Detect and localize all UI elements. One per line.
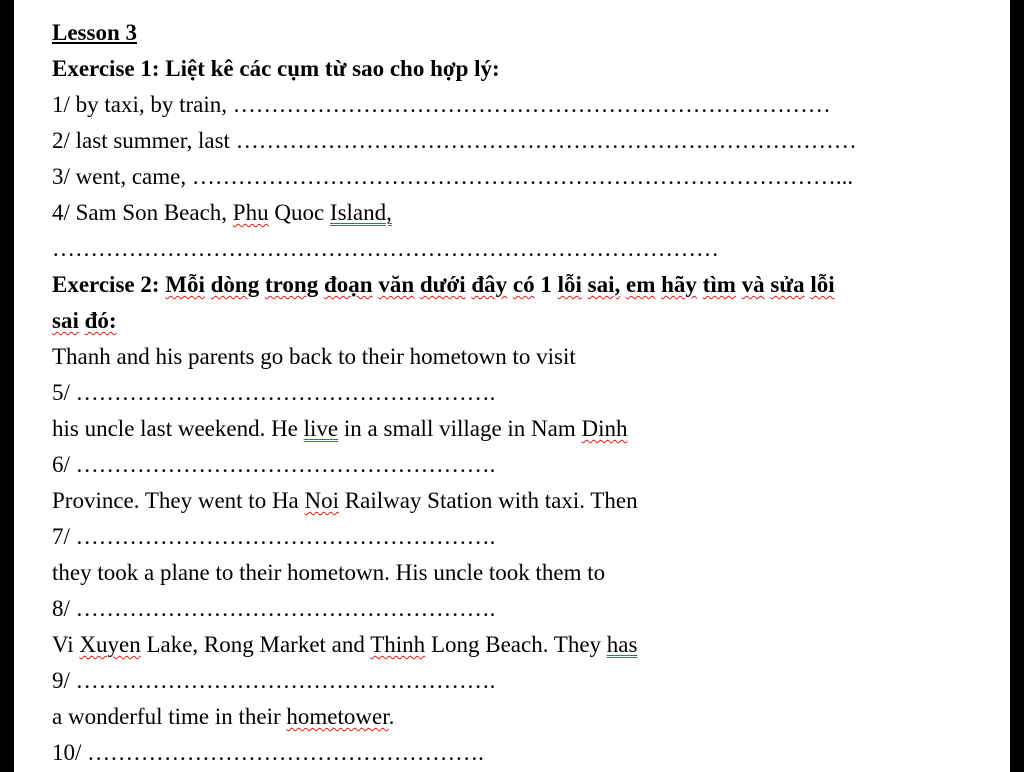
exercise1-item-4-dots — [52, 234, 719, 264]
passage-text: Province. They went to Ha — [52, 488, 305, 513]
spellcheck-word: Dinh — [581, 416, 628, 441]
answer-dots: ……………………………………………………………………… — [235, 128, 857, 153]
spellcheck-word: Xuyen — [79, 632, 141, 657]
answer-line-8 — [52, 594, 495, 624]
passage-text: a wonderful time in their — [52, 704, 287, 729]
grammar-check-word: live — [303, 416, 339, 441]
answer-dots: ………………………………………………. — [75, 380, 496, 405]
answer-dots: ……………………………………………. — [87, 740, 484, 765]
heading-word: tìm — [702, 272, 736, 297]
document-page — [14, 0, 1010, 772]
passage-text: Long Beach. They — [425, 632, 607, 657]
item-text: 2/ last summer, last — [52, 128, 236, 153]
passage-line-8: they took a plane to their hometown. His uncle took them to — [52, 560, 606, 585]
spellcheck-word: Thinh — [370, 632, 426, 657]
exercise2-heading — [52, 270, 835, 300]
item-text: 4/ Sam Son Beach, — [52, 200, 233, 225]
exercise2-heading-line2 — [52, 306, 117, 336]
answer-dots: ………………………………………………. — [75, 452, 496, 477]
passage-text: his uncle last weekend. He — [52, 416, 304, 441]
heading-word: sai — [52, 308, 79, 333]
answer-dots: ………………………………………………. — [75, 524, 496, 549]
heading-word: dưới — [419, 272, 466, 297]
answer-dots: …………………………………………………………………… — [232, 92, 831, 117]
spellcheck-word: hometower — [286, 704, 389, 729]
heading-word: đó: — [84, 308, 117, 333]
passage-text: . — [388, 704, 395, 729]
answer-line-5 — [52, 378, 495, 408]
heading-word: lỗi — [810, 272, 835, 297]
grammar-check-word: Island, — [329, 200, 392, 225]
answer-number: 5/ — [52, 380, 76, 405]
passage-line-6 — [52, 414, 628, 444]
passage-line-5: Thanh and his parents go back to their hometown to visit — [52, 344, 576, 369]
heading-word: trong — [264, 272, 319, 297]
grammar-check-word: has — [606, 632, 638, 657]
answer-number: 8/ — [52, 596, 76, 621]
answer-line-9 — [52, 666, 495, 696]
heading-word: hãy — [661, 272, 697, 297]
answer-number: 7/ — [52, 524, 76, 549]
heading-word: dòng — [210, 272, 260, 297]
answer-line-7 — [52, 522, 495, 552]
exercise1-item-4 — [52, 198, 392, 228]
passage-text: Railway Station with taxi. Then — [339, 488, 638, 513]
heading-word: đây — [471, 272, 508, 297]
passage-line-9 — [52, 630, 637, 660]
answer-line-10 — [52, 738, 484, 768]
exercise1-heading: Exercise 1: Liệt kê các cụm từ sao cho hợp lý: — [52, 56, 500, 81]
heading-word: và — [741, 272, 765, 297]
passage-line-7 — [52, 486, 638, 516]
heading-word: Mỗi — [165, 272, 205, 297]
answer-dots: …………………………………………………………………………... — [191, 164, 854, 189]
answer-number: 10/ — [52, 740, 88, 765]
heading-word: em — [625, 272, 656, 297]
heading-word: có — [512, 272, 535, 297]
heading-word: 1 — [540, 272, 552, 297]
heading-word: đoạn — [323, 272, 373, 297]
passage-line-10 — [52, 702, 394, 732]
heading-word: sửa — [770, 272, 805, 297]
answer-dots: ………………………………………………. — [75, 596, 496, 621]
answer-dots: ………………………………………………. — [75, 668, 496, 693]
answer-line-6 — [52, 450, 495, 480]
item-text: 1/ by taxi, by train, — [52, 92, 233, 117]
exercise2-label: Exercise 2: — [52, 272, 166, 297]
lesson-title: Lesson 3 — [52, 20, 137, 45]
answer-number: 9/ — [52, 668, 76, 693]
exercise1-item-3 — [52, 162, 853, 192]
item-text: Quoc — [268, 200, 330, 225]
heading-word: văn — [378, 272, 415, 297]
passage-text: Lake, Rong Market and — [140, 632, 371, 657]
item-text: 3/ went, came, — [52, 164, 192, 189]
answer-number: 6/ — [52, 452, 76, 477]
passage-text: Vi — [52, 632, 80, 657]
exercise1-item-2 — [52, 126, 857, 156]
passage-text: in a small village in Nam — [338, 416, 582, 441]
spellcheck-word: Phu — [232, 200, 269, 225]
exercise1-item-1 — [52, 90, 831, 120]
answer-dots: …………………………………………………………………………… — [52, 236, 719, 261]
heading-word: sai, — [587, 272, 621, 297]
heading-word: lỗi — [557, 272, 582, 297]
spellcheck-word: Noi — [304, 488, 340, 513]
